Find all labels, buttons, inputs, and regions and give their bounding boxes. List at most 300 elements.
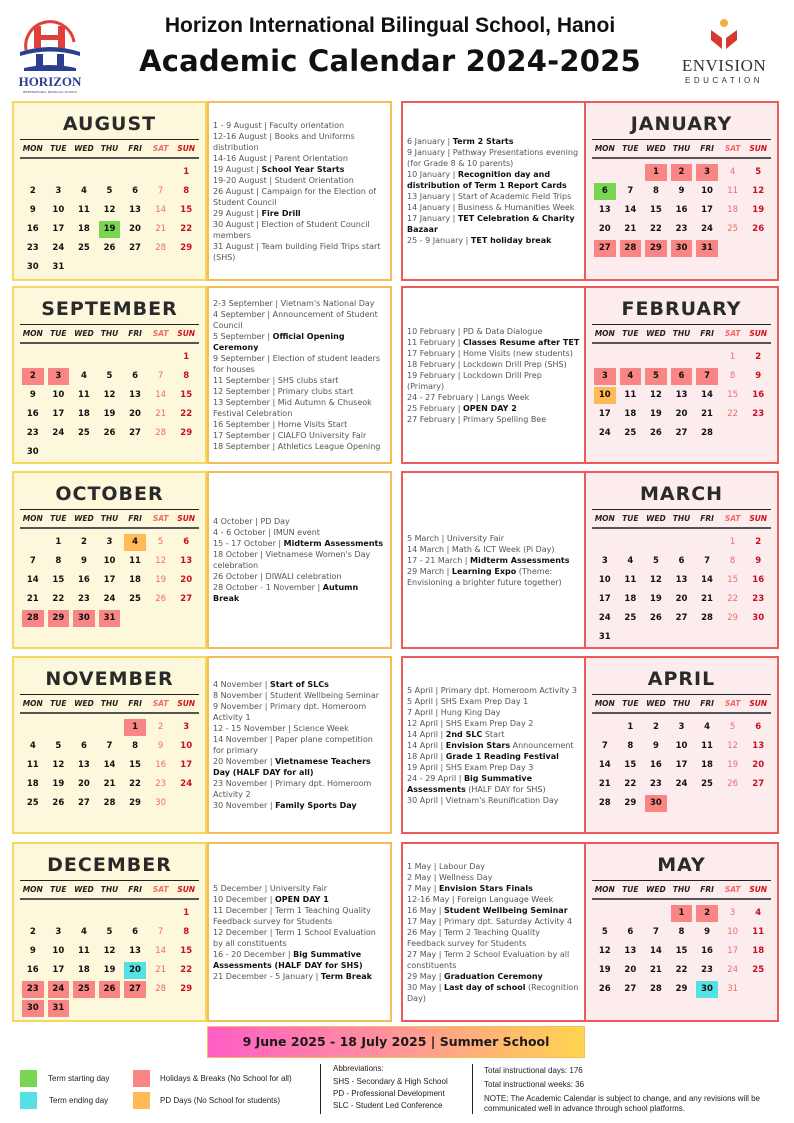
event-item bbox=[213, 800, 386, 811]
event-title: Recognition day and distribution of Term 1 Report Cards bbox=[407, 170, 567, 190]
day-cell: 12 bbox=[650, 390, 662, 400]
day-cell: 17 bbox=[675, 760, 688, 770]
horizon-logo-word: HORIZON bbox=[18, 74, 82, 89]
day-cell: 4 bbox=[124, 534, 146, 551]
day-cell: 14 bbox=[624, 205, 637, 215]
event-title: PD & Data Dialogue bbox=[462, 326, 543, 336]
event-date: 17 February | bbox=[407, 348, 463, 358]
event-title: Science Week bbox=[293, 724, 349, 733]
day-cell: 16 bbox=[675, 205, 688, 215]
day-cell: 12 bbox=[103, 205, 116, 215]
event-item bbox=[213, 153, 386, 164]
day-cell: 17 bbox=[103, 575, 116, 585]
day-cell: 24 bbox=[701, 224, 713, 234]
day-cell: 26 bbox=[752, 224, 765, 234]
weekday-header bbox=[592, 694, 771, 714]
day-cell: 22 bbox=[180, 965, 193, 975]
weekday-label: SAT bbox=[724, 699, 741, 708]
day-cell: 22 bbox=[675, 965, 688, 975]
day-cell: 18 bbox=[26, 779, 39, 789]
day-cell: 24 bbox=[52, 243, 65, 253]
day-cell: 25 bbox=[624, 428, 637, 438]
day-cell: 20 bbox=[180, 575, 193, 585]
event-date: 14 April | bbox=[407, 740, 446, 750]
day-cell: 2 bbox=[755, 537, 762, 547]
day-cell: 7 bbox=[29, 556, 36, 566]
event-title: TET Celebration & Charity Bazaar bbox=[407, 214, 575, 234]
event-date: 5 December | bbox=[213, 883, 270, 893]
month-block-january bbox=[401, 101, 779, 281]
day-cell: 30 bbox=[155, 798, 167, 808]
day-cell: 30 bbox=[696, 981, 718, 998]
day-cell: 21 bbox=[103, 779, 116, 789]
day-cell: 23 bbox=[650, 779, 662, 789]
event-date: 26 May | bbox=[407, 927, 445, 937]
day-cell: 5 bbox=[729, 722, 736, 732]
event-date: 13 January | bbox=[407, 192, 458, 201]
day-cell: 3 bbox=[678, 722, 685, 732]
empty-cell bbox=[671, 349, 693, 366]
event-item bbox=[407, 326, 580, 337]
weekday-header bbox=[592, 324, 771, 344]
day-cell: 30 bbox=[22, 1000, 44, 1017]
day-cell: 29 bbox=[180, 984, 193, 994]
day-cell: 17 bbox=[52, 409, 65, 419]
day-cell: 6 bbox=[594, 183, 616, 200]
event-date: 11 September | bbox=[213, 376, 278, 385]
event-date: 12 December | bbox=[213, 927, 275, 937]
day-cell: 28 bbox=[650, 984, 662, 994]
event-item bbox=[213, 582, 386, 604]
day-cell: 14 bbox=[598, 760, 611, 770]
day-cell: 11 bbox=[701, 741, 713, 751]
event-date: 24 - 29 April | bbox=[407, 773, 464, 783]
weekday-label: SAT bbox=[724, 329, 741, 338]
school-name: Horizon International Bilingual School, Hanoi bbox=[164, 14, 616, 37]
envision-logo-word: ENVISION bbox=[681, 56, 767, 75]
weekday-label: FRI bbox=[700, 329, 714, 338]
day-cell: 9 bbox=[704, 927, 711, 937]
weekday-label: SAT bbox=[152, 329, 169, 338]
page-title: Academic Calendar 2024-2025 bbox=[139, 44, 641, 78]
event-title: IMUN event bbox=[273, 528, 320, 537]
event-date: 24 - 27 February | bbox=[407, 392, 482, 402]
day-cell: 18 bbox=[752, 946, 765, 956]
day-cell: 26 bbox=[727, 779, 739, 789]
day-cell: 10 bbox=[701, 186, 713, 196]
event-title: Start of Academic Field Trips bbox=[457, 192, 572, 201]
day-cell: 12 bbox=[727, 741, 739, 751]
day-cell: 4 bbox=[729, 167, 736, 177]
day-cell: 6 bbox=[80, 741, 87, 751]
day-cell: 31 bbox=[598, 632, 611, 642]
day-cell: 29 bbox=[180, 243, 193, 253]
day-cell: 1 bbox=[729, 352, 736, 362]
day-cell: 14 bbox=[701, 390, 713, 400]
event-title: SHS Exam Prep Day 3 bbox=[445, 762, 534, 772]
event-date: 26 August | bbox=[213, 186, 262, 196]
day-cell: 16 bbox=[701, 946, 713, 956]
weekday-label: THU bbox=[100, 144, 119, 153]
event-title: Faculty orientation bbox=[269, 120, 345, 130]
event-item bbox=[213, 309, 386, 331]
month-calendar bbox=[12, 656, 207, 834]
event-item bbox=[213, 723, 386, 734]
event-item bbox=[213, 894, 386, 905]
event-title: Math & ICT Week (Pi Day) bbox=[451, 544, 555, 554]
event-note: (Recognition Day) bbox=[407, 982, 579, 1003]
weekday-header bbox=[20, 694, 199, 714]
event-date: 2 May | bbox=[407, 872, 439, 882]
empty-cell bbox=[99, 719, 121, 736]
abbreviation-shs: SHS - Secondary & High School bbox=[333, 1077, 448, 1086]
day-cell: 5 bbox=[106, 371, 113, 381]
empty-cell bbox=[22, 164, 44, 181]
event-item bbox=[213, 386, 386, 397]
day-cell: 3 bbox=[601, 556, 608, 566]
event-item bbox=[407, 861, 580, 872]
day-cell: 31 bbox=[696, 240, 718, 257]
empty-cell bbox=[73, 719, 95, 736]
month-calendar bbox=[584, 286, 779, 464]
event-title: SHS Exam Prep Day 2 bbox=[445, 718, 534, 728]
day-cell: 16 bbox=[26, 965, 39, 975]
weekday-header bbox=[592, 509, 771, 529]
weekday-label: WED bbox=[74, 144, 94, 153]
day-cell: 7 bbox=[106, 741, 113, 751]
day-cell: 26 bbox=[52, 798, 65, 808]
month-name: NOVEMBER bbox=[45, 668, 174, 690]
event-title: Primary dpt. Homeroom Activity 2 bbox=[213, 779, 372, 799]
event-title: Team building Field Trips start (SHS) bbox=[213, 241, 381, 262]
weekday-label: SUN bbox=[177, 699, 196, 708]
day-cell: 27 bbox=[124, 981, 146, 998]
day-cell: 23 bbox=[155, 779, 167, 789]
day-cell: 25 bbox=[752, 965, 765, 975]
event-title: Last day of school bbox=[444, 982, 526, 992]
event-title: Vietnam's Reunification Day bbox=[445, 795, 559, 805]
term-end-label: Term ending day bbox=[49, 1096, 109, 1105]
day-cell: 19 bbox=[598, 965, 611, 975]
month-calendar bbox=[12, 101, 207, 281]
event-title: Lockdown Drill Prep (Primary) bbox=[407, 370, 542, 391]
day-cell: 9 bbox=[29, 205, 36, 215]
day-cell: 28 bbox=[103, 798, 116, 808]
weekday-label: SUN bbox=[749, 699, 768, 708]
event-item bbox=[407, 707, 580, 718]
event-item bbox=[407, 795, 580, 806]
day-cell: 16 bbox=[650, 760, 662, 770]
day-cell: 20 bbox=[598, 224, 611, 234]
event-item bbox=[407, 773, 580, 795]
weekday-label: SAT bbox=[152, 514, 169, 523]
day-cell: 6 bbox=[627, 927, 634, 937]
day-cell: 18 bbox=[78, 965, 90, 975]
day-cell: 23 bbox=[752, 409, 765, 419]
day-cell: 3 bbox=[55, 186, 62, 196]
day-cell: 9 bbox=[29, 390, 36, 400]
event-date: 30 August | bbox=[213, 219, 262, 229]
day-cell: 4 bbox=[80, 371, 87, 381]
event-title: Term 1 School Evaluation by all constituents bbox=[213, 927, 376, 948]
event-item bbox=[407, 872, 580, 883]
weekday-label: TUE bbox=[50, 514, 67, 523]
month-name: MARCH bbox=[639, 483, 724, 505]
day-cell: 13 bbox=[129, 390, 141, 400]
day-cell: 12 bbox=[598, 946, 611, 956]
day-grid bbox=[20, 718, 199, 813]
abbreviations-title: Abbreviations: bbox=[333, 1064, 384, 1073]
day-cell: 4 bbox=[620, 368, 642, 385]
day-cell: 10 bbox=[675, 741, 688, 751]
summer-school-banner: 9 June 2025 - 18 July 2025 | Summer School bbox=[207, 1026, 585, 1058]
weekday-label: THU bbox=[672, 144, 691, 153]
day-cell: 17 bbox=[52, 965, 65, 975]
event-title: Big Summative Assessments bbox=[407, 773, 533, 794]
day-cell: 15 bbox=[129, 760, 141, 770]
event-title: DIWALI celebration bbox=[265, 572, 342, 581]
event-date: 4 November | bbox=[213, 680, 271, 689]
event-date: 17 - 21 March | bbox=[407, 555, 471, 565]
weekday-header bbox=[20, 509, 199, 529]
event-date: 27 February | bbox=[407, 414, 463, 424]
day-cell: 10 bbox=[52, 205, 65, 215]
month-block-september bbox=[12, 286, 390, 464]
event-item bbox=[213, 701, 386, 723]
weekday-label: THU bbox=[100, 699, 119, 708]
event-item bbox=[407, 971, 580, 982]
day-cell: 30 bbox=[671, 240, 693, 257]
event-date: 10 January | bbox=[407, 170, 458, 179]
event-item bbox=[213, 927, 386, 949]
day-cell: 27 bbox=[675, 428, 688, 438]
event-item bbox=[407, 751, 580, 762]
weekday-label: TUE bbox=[50, 885, 67, 894]
day-cell: 19 bbox=[155, 575, 167, 585]
day-cell: 10 bbox=[598, 575, 611, 585]
day-cell: 2 bbox=[157, 722, 164, 732]
day-cell: 27 bbox=[675, 613, 688, 623]
day-cell: 8 bbox=[183, 186, 190, 196]
event-date: 25 - 9 January | bbox=[407, 236, 471, 245]
day-cell: 6 bbox=[132, 186, 139, 196]
day-cell: 6 bbox=[132, 371, 139, 381]
weekday-label: FRI bbox=[700, 144, 714, 153]
event-title: TET holiday break bbox=[470, 236, 552, 245]
term-end-swatch bbox=[20, 1092, 37, 1109]
events-list bbox=[401, 286, 586, 464]
day-cell: 10 bbox=[52, 390, 65, 400]
event-date: 5 April | bbox=[407, 696, 441, 706]
event-item bbox=[407, 213, 580, 235]
day-cell: 5 bbox=[652, 556, 659, 566]
event-date: 29 May | bbox=[407, 971, 445, 981]
event-date: 4 October | bbox=[213, 517, 261, 526]
day-cell: 5 bbox=[601, 927, 608, 937]
event-date: 19-20 August | bbox=[213, 175, 275, 185]
day-cell: 1 bbox=[55, 537, 62, 547]
event-date: 20 November | bbox=[213, 757, 276, 766]
day-cell: 5 bbox=[645, 368, 667, 385]
weekday-header bbox=[20, 324, 199, 344]
day-cell: 7 bbox=[601, 741, 608, 751]
day-cell: 15 bbox=[180, 390, 193, 400]
day-cell: 24 bbox=[52, 428, 65, 438]
day-cell: 24 bbox=[103, 594, 116, 604]
empty-cell bbox=[48, 905, 70, 922]
event-item bbox=[213, 949, 386, 971]
event-title: Student Orientation bbox=[274, 175, 354, 185]
day-cell: 25 bbox=[727, 224, 739, 234]
day-cell: 31 bbox=[99, 610, 121, 627]
event-item bbox=[213, 353, 386, 375]
day-cell: 24 bbox=[727, 965, 739, 975]
day-cell: 3 bbox=[696, 164, 718, 181]
day-cell: 20 bbox=[675, 594, 688, 604]
month-calendar bbox=[584, 471, 779, 649]
day-cell: 11 bbox=[624, 390, 637, 400]
day-cell: 10 bbox=[594, 387, 616, 404]
event-item bbox=[407, 927, 580, 949]
day-cell: 8 bbox=[652, 186, 659, 196]
day-cell: 17 bbox=[598, 594, 611, 604]
day-cell: 13 bbox=[675, 390, 688, 400]
day-cell: 6 bbox=[755, 722, 762, 732]
event-item bbox=[213, 241, 386, 263]
day-cell: 20 bbox=[752, 760, 765, 770]
weekday-label: MON bbox=[594, 699, 615, 708]
month-name: OCTOBER bbox=[55, 483, 164, 505]
events-list bbox=[207, 842, 392, 1022]
event-date: 12 September | bbox=[213, 387, 278, 396]
event-title: Vietnamese Women's Day celebration bbox=[213, 550, 371, 570]
event-date: 21 December - 5 January | bbox=[213, 971, 321, 981]
total-weeks: Total instructional weeks: 36 bbox=[484, 1080, 585, 1089]
empty-cell bbox=[73, 905, 95, 922]
day-cell: 21 bbox=[624, 224, 637, 234]
month-block-november bbox=[12, 656, 390, 834]
day-cell: 19 bbox=[650, 594, 662, 604]
day-cell: 22 bbox=[624, 779, 637, 789]
event-item bbox=[407, 392, 580, 403]
event-item bbox=[213, 679, 386, 690]
weekday-label: THU bbox=[672, 885, 691, 894]
event-item bbox=[407, 566, 580, 588]
day-cell: 13 bbox=[624, 946, 637, 956]
day-cell: 1 bbox=[627, 722, 634, 732]
day-cell: 21 bbox=[650, 965, 662, 975]
weekday-label: FRI bbox=[128, 885, 142, 894]
month-calendar bbox=[584, 842, 779, 1022]
empty-cell bbox=[73, 164, 95, 181]
empty-cell bbox=[645, 534, 667, 551]
event-title: Mid Autumn & Chuseok Festival Celebration bbox=[213, 398, 372, 418]
event-item bbox=[213, 538, 386, 549]
event-title: Primary dpt. Saturday Activity 4 bbox=[444, 916, 573, 926]
day-cell: 18 bbox=[701, 760, 713, 770]
day-grid bbox=[592, 348, 771, 443]
empty-cell bbox=[48, 349, 70, 366]
event-date: 12 April | bbox=[407, 718, 446, 728]
weekday-label: SAT bbox=[152, 699, 169, 708]
day-cell: 23 bbox=[675, 224, 688, 234]
event-date: 26 October | bbox=[213, 572, 266, 581]
legend-divider bbox=[320, 1064, 321, 1114]
weekday-header bbox=[592, 139, 771, 159]
day-cell: 3 bbox=[183, 722, 190, 732]
day-cell: 15 bbox=[624, 760, 637, 770]
day-cell: 11 bbox=[78, 390, 90, 400]
day-cell: 27 bbox=[624, 984, 637, 994]
event-date: 4 - 6 October | bbox=[213, 528, 274, 537]
day-cell: 29 bbox=[624, 798, 637, 808]
event-title: University Fair bbox=[269, 883, 328, 893]
event-item bbox=[213, 527, 386, 538]
day-cell: 20 bbox=[78, 779, 90, 789]
day-cell: 21 bbox=[155, 409, 167, 419]
event-title: Parent Orientation bbox=[274, 153, 348, 163]
event-title: Grade 1 Reading Festival bbox=[445, 751, 559, 761]
event-title: Primary dpt. Homeroom Activity 1 bbox=[213, 702, 367, 722]
day-cell: 13 bbox=[180, 556, 193, 566]
event-item bbox=[213, 430, 386, 441]
day-grid bbox=[20, 348, 199, 462]
day-cell: 21 bbox=[701, 409, 713, 419]
weekday-label: WED bbox=[646, 699, 666, 708]
weekday-label: SAT bbox=[724, 514, 741, 523]
event-title: Envision Stars Finals bbox=[438, 883, 533, 893]
day-cell: 15 bbox=[180, 205, 193, 215]
event-item bbox=[407, 169, 580, 191]
weekday-label: SUN bbox=[749, 144, 768, 153]
day-cell: 29 bbox=[645, 240, 667, 257]
events-list bbox=[401, 471, 586, 649]
event-title: Term 2 School Evaluation by all constituents bbox=[407, 949, 570, 970]
day-cell: 14 bbox=[26, 575, 39, 585]
day-cell: 27 bbox=[129, 428, 141, 438]
empty-cell bbox=[124, 905, 146, 922]
event-item bbox=[213, 298, 386, 309]
weekday-header bbox=[20, 880, 199, 900]
day-cell: 13 bbox=[598, 205, 611, 215]
day-cell: 19 bbox=[103, 409, 116, 419]
event-date: 12-16 August | bbox=[213, 131, 275, 141]
event-title: Term Break bbox=[320, 971, 372, 981]
event-date: 16 - 20 December | bbox=[213, 949, 294, 959]
day-cell: 8 bbox=[132, 741, 139, 751]
day-cell: 4 bbox=[80, 186, 87, 196]
day-cell: 11 bbox=[78, 946, 90, 956]
day-cell: 14 bbox=[701, 575, 713, 585]
day-cell: 30 bbox=[26, 447, 39, 457]
day-cell: 26 bbox=[103, 243, 116, 253]
day-cell: 27 bbox=[78, 798, 90, 808]
weekday-label: SUN bbox=[749, 329, 768, 338]
day-cell: 28 bbox=[155, 984, 167, 994]
day-cell: 16 bbox=[78, 575, 90, 585]
day-cell: 9 bbox=[652, 741, 659, 751]
calendar-note: NOTE: The Academic Calendar is subject to change, and any revisions will be communicated well in advance through school platforms. bbox=[484, 1094, 760, 1113]
weekday-label: FRI bbox=[128, 514, 142, 523]
event-title: Term 1 Teaching Quality Feedback survey for Students bbox=[213, 905, 371, 926]
event-date: 27 May | bbox=[407, 949, 445, 959]
event-item bbox=[407, 191, 580, 202]
weekday-label: MON bbox=[594, 144, 615, 153]
event-note: (Theme: Envisioning a brighter future together) bbox=[407, 566, 562, 587]
day-cell: 13 bbox=[129, 205, 141, 215]
event-title: Student Wellbeing Seminar bbox=[270, 691, 380, 700]
event-title: Campaign for the Election of Student Council bbox=[213, 186, 377, 207]
